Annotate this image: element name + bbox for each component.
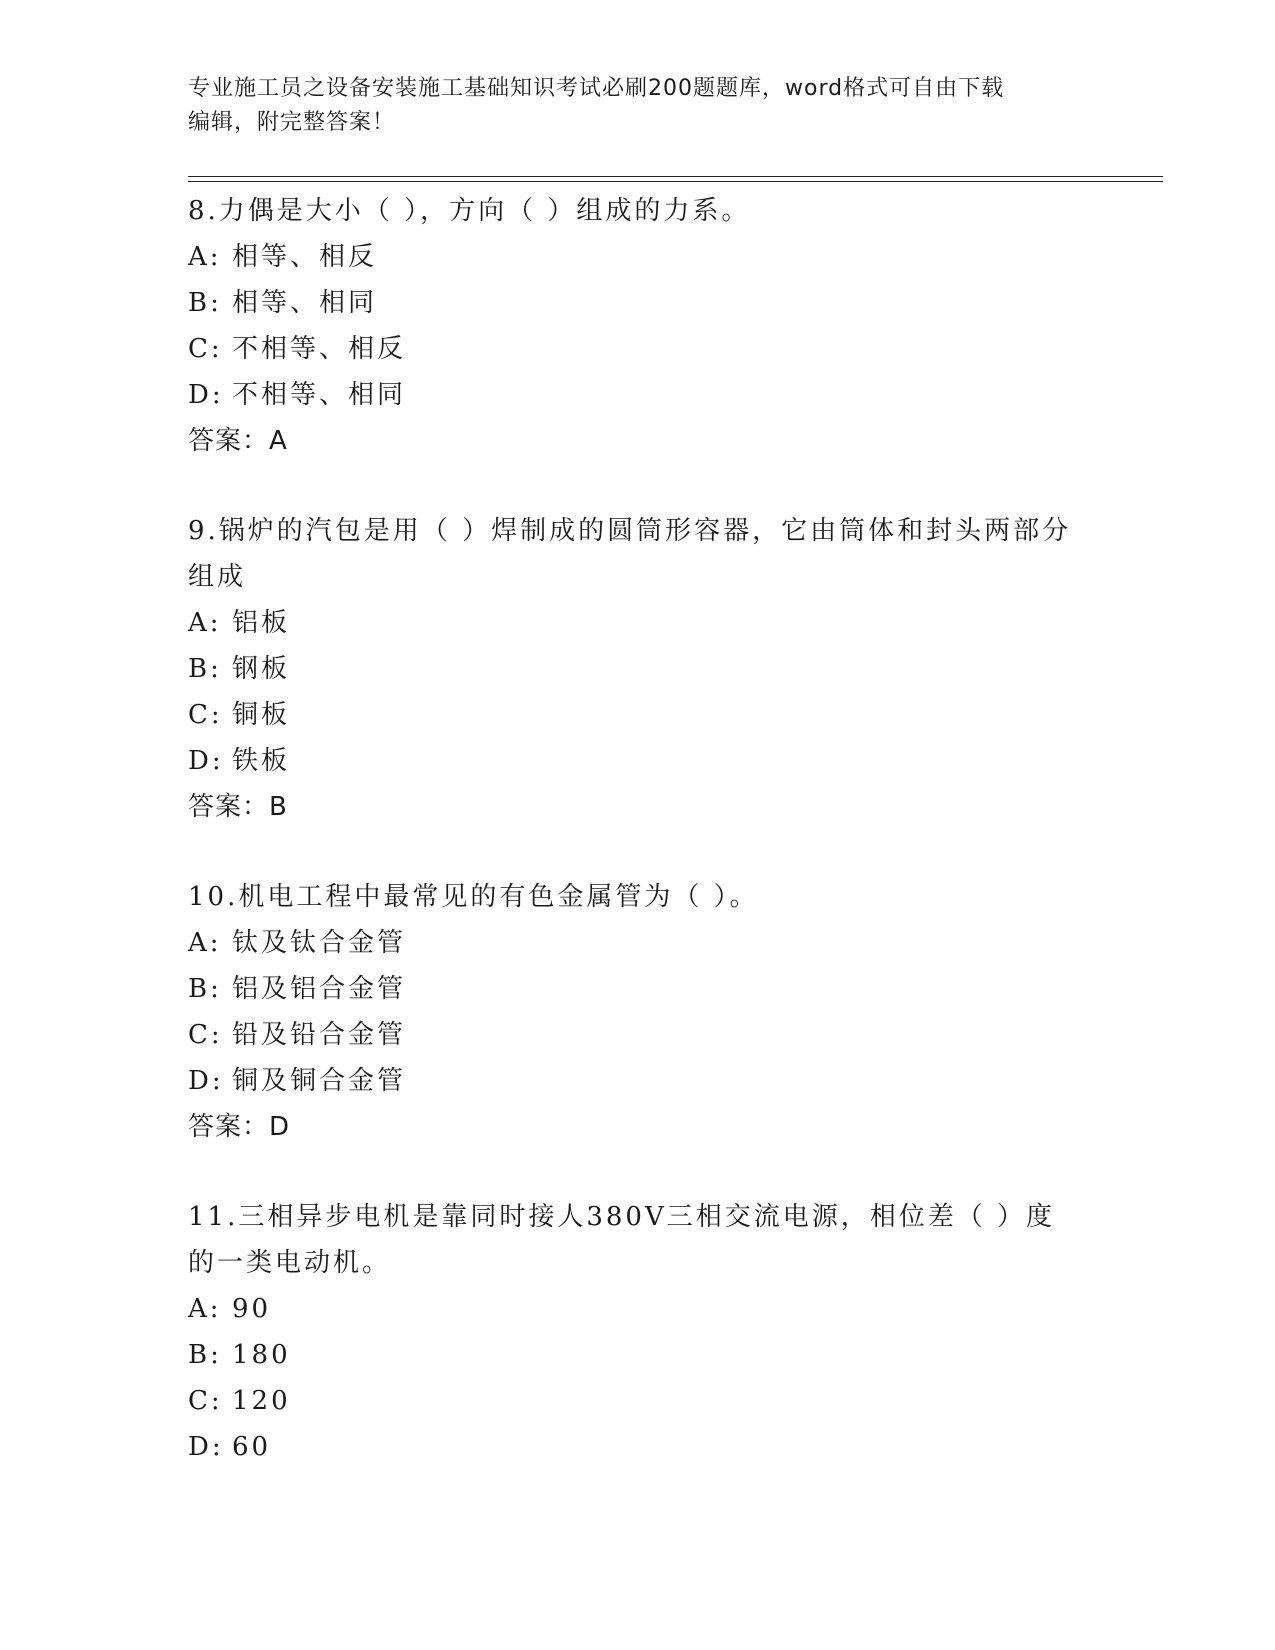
answer-label: 答案：B bbox=[188, 792, 288, 822]
option-text: 铝及铝合金管 bbox=[232, 974, 407, 1004]
option-b bbox=[188, 280, 1088, 326]
option-text: 铜及铜合金管 bbox=[232, 1066, 407, 1096]
option-text: 铅及铅合金管 bbox=[232, 1020, 407, 1050]
option-letter: D: bbox=[188, 1432, 224, 1462]
option-a bbox=[188, 1286, 1088, 1332]
option-letter: A: bbox=[188, 928, 222, 958]
option-text: 120 bbox=[232, 1386, 291, 1416]
question-stem: 9.锅炉的汽包是用（ ）焊制成的圆筒形容器，它由筒体和封头两部分组成 bbox=[188, 516, 1072, 592]
option-letter: D: bbox=[188, 380, 224, 410]
question-stem: 8.力偶是大小（ ），方向（ ）组成的力系。 bbox=[188, 196, 751, 226]
option-letter: C: bbox=[188, 1386, 223, 1416]
option-a bbox=[188, 920, 1088, 966]
option-d bbox=[188, 1424, 1088, 1470]
document-header bbox=[188, 72, 1068, 140]
header-title-line-1: 专业施工员之设备安装施工基础知识考试必刷200题题库，word格式可自由下载 bbox=[188, 76, 1005, 101]
option-text: 铝板 bbox=[232, 608, 291, 638]
option-letter: C: bbox=[188, 700, 223, 730]
option-letter: B: bbox=[188, 1340, 222, 1370]
option-b bbox=[188, 966, 1088, 1012]
option-letter: B: bbox=[188, 654, 222, 684]
option-letter: D: bbox=[188, 746, 224, 776]
option-d bbox=[188, 1058, 1088, 1104]
option-letter: C: bbox=[188, 334, 223, 364]
option-a bbox=[188, 600, 1088, 646]
option-text: 铜板 bbox=[232, 700, 291, 730]
option-letter: A: bbox=[188, 242, 222, 272]
answer-label: 答案：D bbox=[188, 1112, 291, 1142]
option-text: 不相等、相同 bbox=[232, 380, 407, 410]
question-11 bbox=[188, 1194, 1088, 1470]
question-9 bbox=[188, 508, 1088, 830]
question-stem: 11.三相异步电机是靠同时接人380V三相交流电源，相位差（ ）度的一类电动机。 bbox=[188, 1202, 1056, 1278]
option-d bbox=[188, 738, 1088, 784]
option-text: 60 bbox=[232, 1432, 272, 1462]
option-c bbox=[188, 692, 1088, 738]
option-d bbox=[188, 372, 1088, 418]
option-letter: A: bbox=[188, 1294, 222, 1324]
header-rule-bottom bbox=[188, 181, 1163, 182]
header-rule-top bbox=[188, 176, 1163, 177]
question-10 bbox=[188, 874, 1088, 1150]
option-text: 不相等、相反 bbox=[232, 334, 407, 364]
option-letter: B: bbox=[188, 974, 222, 1004]
header-title-line-2: 编辑，附完整答案！ bbox=[188, 110, 396, 135]
option-text: 相等、相同 bbox=[232, 288, 378, 318]
option-text: 90 bbox=[232, 1294, 272, 1324]
option-text: 铁板 bbox=[232, 746, 291, 776]
option-a bbox=[188, 234, 1088, 280]
option-c bbox=[188, 1378, 1088, 1424]
option-text: 钢板 bbox=[232, 654, 291, 684]
option-letter: A: bbox=[188, 608, 222, 638]
answer-label: 答案：A bbox=[188, 426, 288, 456]
option-letter: B: bbox=[188, 288, 222, 318]
question-8 bbox=[188, 188, 1088, 464]
question-stem: 10.机电工程中最常见的有色金属管为（ ）。 bbox=[188, 882, 759, 912]
option-b bbox=[188, 646, 1088, 692]
option-letter: C: bbox=[188, 1020, 223, 1050]
option-text: 钛及钛合金管 bbox=[232, 928, 407, 958]
option-text: 相等、相反 bbox=[232, 242, 378, 272]
option-b bbox=[188, 1332, 1088, 1378]
option-c bbox=[188, 326, 1088, 372]
option-text: 180 bbox=[232, 1340, 291, 1370]
question-list bbox=[188, 188, 1088, 1514]
option-letter: D: bbox=[188, 1066, 224, 1096]
option-c bbox=[188, 1012, 1088, 1058]
